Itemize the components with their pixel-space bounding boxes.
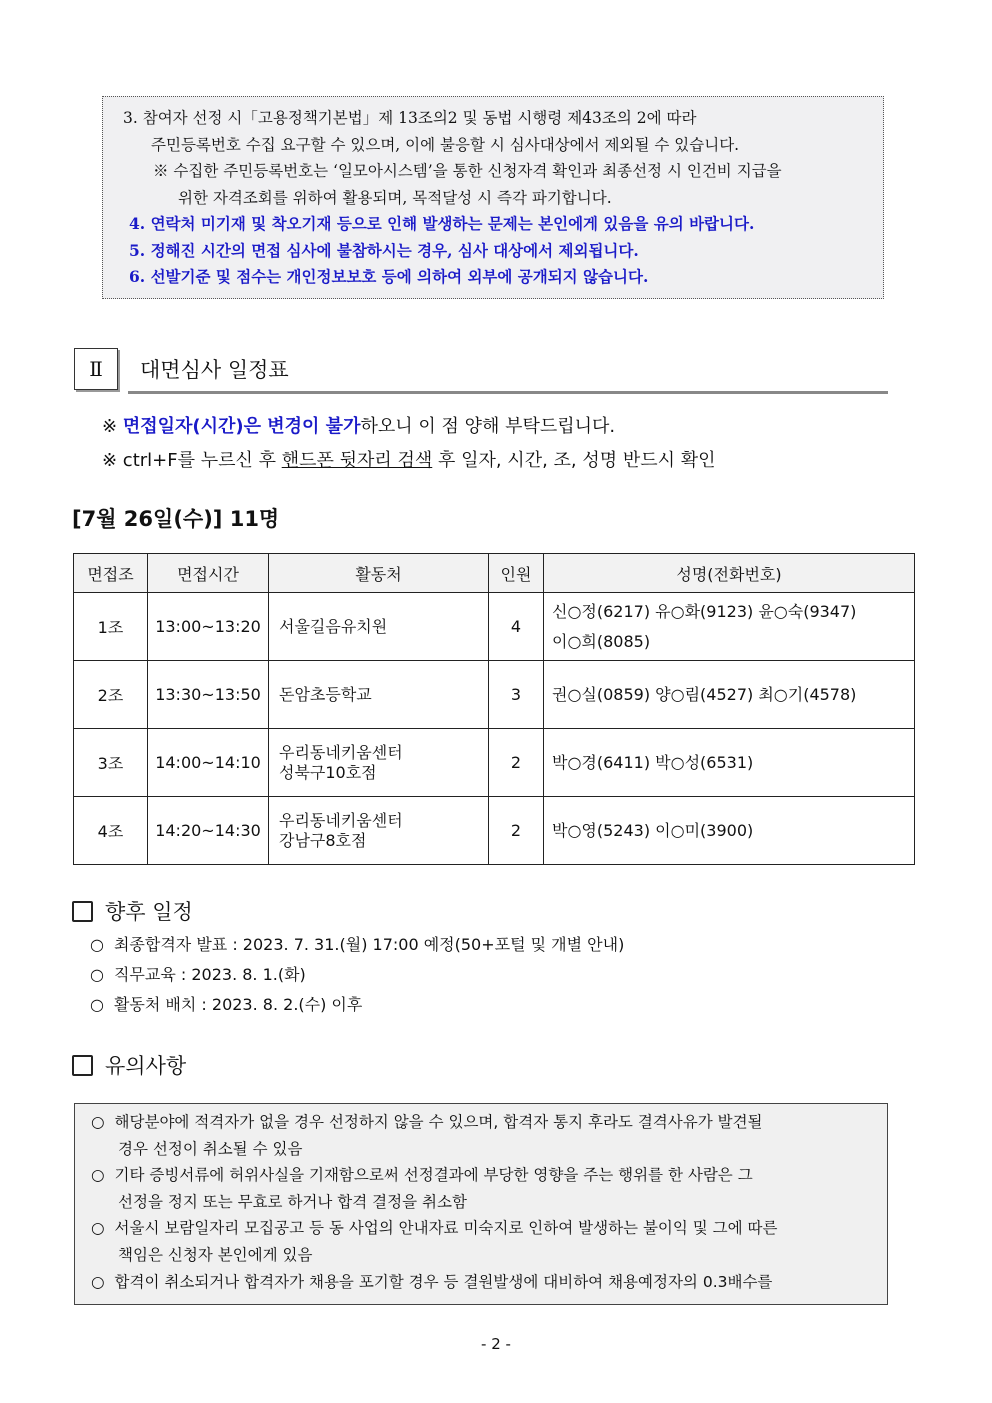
remark-2: ※ ctrl+F를 누르신 후 핸드폰 뒷자리 검색 후 일자, 시간, 조, 성명 반드시 확인 (102, 450, 716, 471)
future-schedule-list (90, 930, 624, 1020)
interview-schedule-table (73, 553, 915, 865)
caution-box (74, 1103, 888, 1305)
col-header-place: 활동처 (269, 554, 489, 593)
notice-note-cont: 위한 자격조회를 위하여 활용되며, 목적달성 시 즉각 파기합니다. (178, 188, 612, 207)
circle-bullet-icon: ○ (91, 1272, 105, 1291)
list-item: ○ 최종합격자 발표 : 2023. 7. 31.(월) 17:00 예정(50+포털 및 개별 안내) (90, 930, 624, 960)
list-item: ○ 해당분야에 적격자가 없을 경우 선정하지 않을 수 있으며, 합격자 통지 후라도 결격사유가 발견될 (91, 1109, 877, 1136)
list-item-cont: 책임은 신청자 본인에게 있음 (118, 1245, 313, 1264)
section-number: Ⅱ (74, 348, 118, 390)
page-number: - 2 - (481, 1335, 511, 1353)
checkbox-icon (72, 1055, 93, 1076)
col-header-group: 면접조 (74, 554, 148, 593)
notice-note: ※ 수집한 주민등록번호는 ‘일모아시스템’을 통한 신청자격 확인과 최종선정 시 인건비 지급을 (153, 162, 782, 180)
table-row (74, 661, 915, 729)
circle-bullet-icon: ○ (90, 935, 104, 954)
section-underline (128, 391, 888, 394)
notice-line-5: 5. 정해진 시간의 면접 심사에 불참하시는 경우, 심사 대상에서 제외됩니다. (129, 240, 639, 260)
cell-count: 3 (489, 661, 544, 729)
col-header-count: 인원 (489, 554, 544, 593)
remark-1: ※ 면접일자(시간)은 변경이 불가하오니 이 점 양해 부탁드립니다. (102, 416, 616, 437)
table-header-row (74, 554, 915, 593)
remark-underline: 핸드폰 뒷자리 검색 (281, 450, 433, 471)
remark-highlight: 면접일자(시간)은 변경이 불가 (122, 416, 361, 437)
cell-group: 3조 (74, 729, 148, 797)
cell-time: 13:30~13:50 (148, 661, 269, 729)
list-item: ○ 활동처 배치 : 2023. 8. 2.(수) 이후 (90, 990, 624, 1020)
cell-place: 서울길음유치원 (269, 593, 489, 661)
cell-place: 우리동네키움센터 성북구10호점 (269, 729, 489, 797)
circle-bullet-icon: ○ (90, 965, 104, 984)
cell-time: 14:20~14:30 (148, 797, 269, 865)
caution-heading: 유의사항 (72, 1050, 186, 1080)
section-2-header (74, 348, 888, 394)
notice-line-3: 3. 참여자 선정 시「고용정책기본법」제 13조의2 및 동법 시행령 제43조의 2에 따라 (123, 109, 697, 127)
cell-names: 박○영(5243) 이○미(3900) (544, 797, 915, 865)
col-header-time: 면접시간 (148, 554, 269, 593)
cell-group: 4조 (74, 797, 148, 865)
cell-place: 돈암초등학교 (269, 661, 489, 729)
notice-box (102, 96, 884, 299)
cell-group: 1조 (74, 593, 148, 661)
future-schedule-heading: 향후 일정 (72, 896, 193, 926)
notice-line-3-cont: 주민등록번호 수집 요구할 수 있으며, 이에 불응할 시 심사대상에서 제외될 수 있습니다. (151, 135, 740, 154)
section-title: 대면심사 일정표 (140, 358, 289, 382)
table-row (74, 797, 915, 865)
list-item: ○ 기타 증빙서류에 허위사실을 기재함으로써 선정결과에 부당한 영향을 주는 행위를 한 사람은 그 (91, 1162, 877, 1189)
circle-bullet-icon: ○ (91, 1113, 105, 1131)
cell-count: 4 (489, 593, 544, 661)
checkbox-icon (72, 901, 93, 922)
cell-names: 박○경(6411) 박○성(6531) (544, 729, 915, 797)
cell-names: 신○정(6217) 유○화(9123) 윤○숙(9347) 이○희(8085) (544, 593, 915, 661)
cell-count: 2 (489, 729, 544, 797)
notice-line-6: 6. 선발기준 및 점수는 개인정보보호 등에 의하여 외부에 공개되지 않습니다. (129, 267, 649, 286)
cell-group: 2조 (74, 661, 148, 729)
col-header-names: 성명(전화번호) (544, 554, 915, 593)
list-item: ○ 서울시 보람일자리 모집공고 등 동 사업의 안내자료 미숙지로 인하여 발생하는 불이익 및 그에 따른 (91, 1215, 877, 1242)
cell-time: 13:00~13:20 (148, 593, 269, 661)
cell-time: 14:00~14:10 (148, 729, 269, 797)
table-row (74, 593, 915, 661)
notice-line-4: 4. 연락처 미기재 및 착오기재 등으로 인해 발생하는 문제는 본인에게 있음을 유의 바랍니다. (129, 214, 755, 233)
list-item-cont: 선정을 정지 또는 무효로 하거나 합격 결정을 취소함 (118, 1192, 467, 1211)
cell-count: 2 (489, 797, 544, 865)
schedule-remarks (102, 410, 716, 478)
cell-names: 권○실(0859) 양○림(4527) 최○기(4578) (544, 661, 915, 729)
circle-bullet-icon: ○ (91, 1219, 105, 1238)
list-item: ○ 직무교육 : 2023. 8. 1.(화) (90, 960, 624, 990)
cell-place: 우리동네키움센터 강남구8호점 (269, 797, 489, 865)
date-heading: [7월 26일(수)] 11명 (72, 507, 280, 531)
list-item: ○ 합격이 취소되거나 합격자가 채용을 포기할 경우 등 결원발생에 대비하여 채용예정자의 0.3배수를 (91, 1269, 877, 1296)
circle-bullet-icon: ○ (91, 1166, 105, 1185)
circle-bullet-icon: ○ (90, 995, 104, 1014)
table-row (74, 729, 915, 797)
list-item-cont: 경우 선정이 취소될 수 있음 (118, 1139, 303, 1158)
